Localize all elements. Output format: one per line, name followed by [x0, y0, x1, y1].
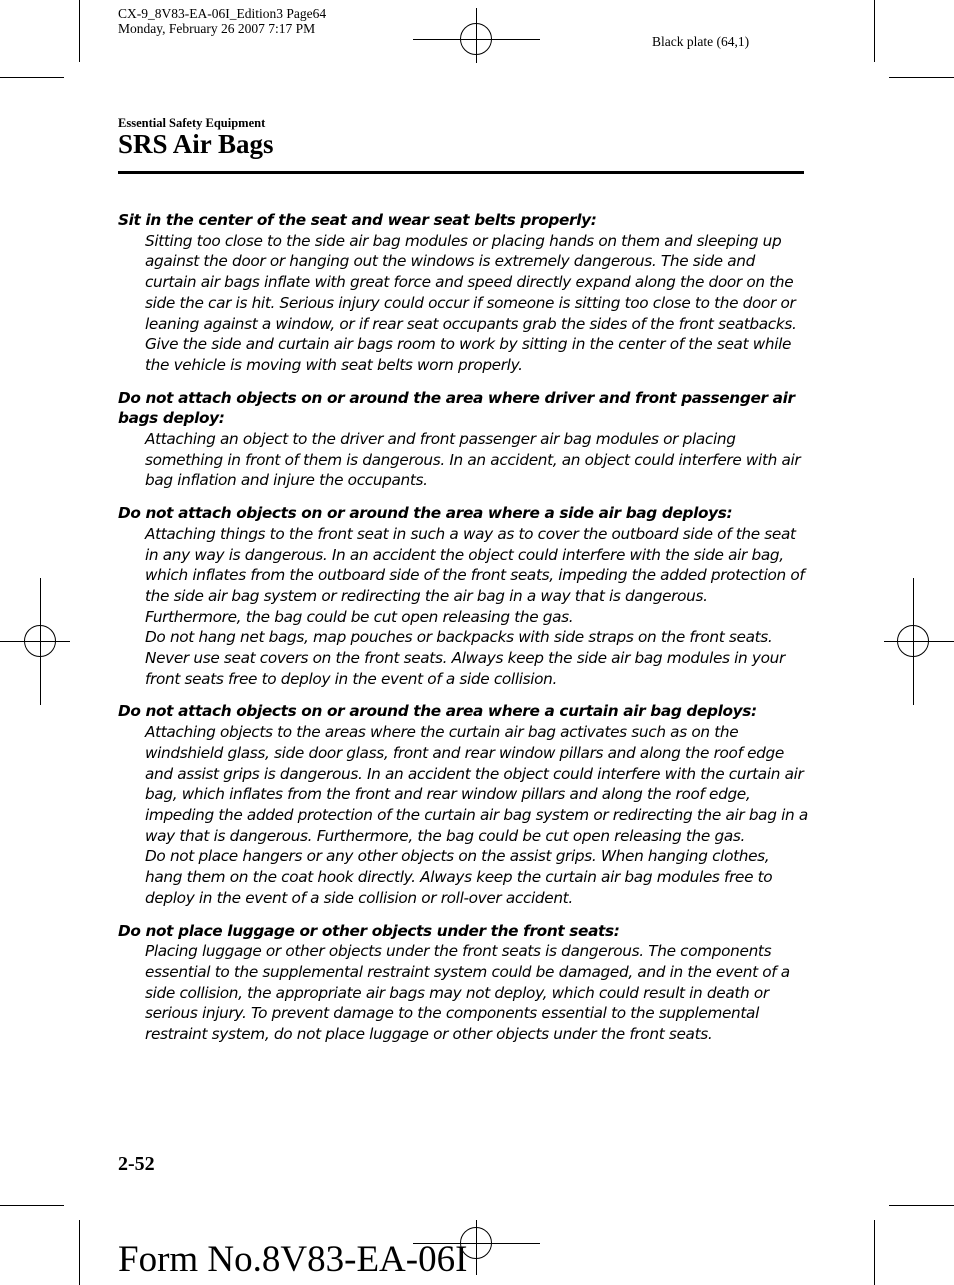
warning-heading: Do not place luggage or other objects under the front seats:	[118, 921, 620, 940]
warning-heading: Do not attach objects on or around the area where a curtain air bag deploys:	[118, 702, 757, 721]
print-job-info	[118, 6, 326, 36]
print-date-line: Monday, February 26 2007 7:17 PM	[118, 21, 316, 36]
warning-text: Placing luggage or other objects under the front seats is dangerous. The components essential to the supplemental restraint system could be damaged, and in the event of a side collision, the appropriate air bags may not deploy, which could result in death or serious injury. To prevent damage to the components essential to the supplemental restraint system, do not place luggage or other objects under the front seats.	[145, 942, 790, 1044]
section-label: Essential Safety Equipment	[118, 116, 266, 130]
form-number: Form No.8V83-EA-06I	[118, 1239, 468, 1280]
warning-block	[118, 210, 808, 376]
warning-block	[118, 388, 808, 492]
warning-block	[118, 701, 808, 908]
warning-text: Attaching objects to the areas where the curtain air bag activates such as on the windshield glass, side door glass, front and rear window pillars and along the roof edge and assist grips is dangerous. In an accident the object could interfere with the curtain air bag, which inflates from the front and rear window pillars and along the roof edge, impeding the added protection of the curtain air bag system or redirecting the air bag in a way that is dangerous. Furthermore, the bag could be cut open releasing the gas.	[145, 723, 808, 845]
warning-content	[118, 210, 808, 1057]
warning-text: Do not hang net bags, map pouches or backpacks with side straps on the front seats. Never use seat covers on the front seats. Always keep the side air bag modules in your front seats free to deploy in the event of a side collision.	[145, 628, 785, 688]
warning-heading: Sit in the center of the seat and wear seat belts properly:	[118, 211, 597, 229]
plate-label: Black plate (64,1)	[652, 34, 750, 49]
warning-text: Attaching an object to the driver and front passenger air bag modules or placing something in front of them is dangerous. In an accident, an object could interfere with air bag inflation and injure the occupants.	[145, 430, 801, 490]
page-title: SRS Air Bags	[118, 129, 274, 159]
page-number: 2-52	[118, 1153, 155, 1175]
warning-text: Do not place hangers or any other objects on the assist grips. When hanging clothes, hang them on the coat hook directly. Always keep the curtain air bag modules free to deploy in the event of a side collision or roll-over accident.	[145, 847, 773, 907]
warning-heading: Do not attach objects on or around the area where driver and front passenger air bags deploy:	[118, 388, 795, 428]
warning-text: Sitting too close to the side air bag modules or placing hands on them and sleeping up against the door or hanging out the windows is extremely dangerous. The side and curtain air bags inflate with great force and speed directly expand along the door on the side the car is hit. Serious injury could occur if someone is sitting too close to the door or leaning against a window, or if rear seat occupants grab the sides of the front seatbacks. Give the side and curtain air bags room to work by sitting in the center of the seat while the vehicle is moving with seat belts worn properly.	[145, 231, 797, 374]
warning-block	[118, 921, 808, 1045]
warning-text: Attaching things to the front seat in such a way as to cover the outboard side of the seat in any way is dangerous. In an accident the object could interfere with the side air bag, which inflates from the outboard side of the front seats, impeding the added protection of the side air bag system or redirecting the air bag in a way that is dangerous. Furthermore, the bag could be cut open releasing the gas.	[145, 524, 805, 626]
print-job-line: CX-9_8V83-EA-06I_Edition3 Page64	[118, 6, 327, 21]
title-rule	[118, 171, 804, 174]
warning-heading: Do not attach objects on or around the area where a side air bag deploys:	[118, 504, 733, 523]
warning-block	[118, 503, 808, 689]
